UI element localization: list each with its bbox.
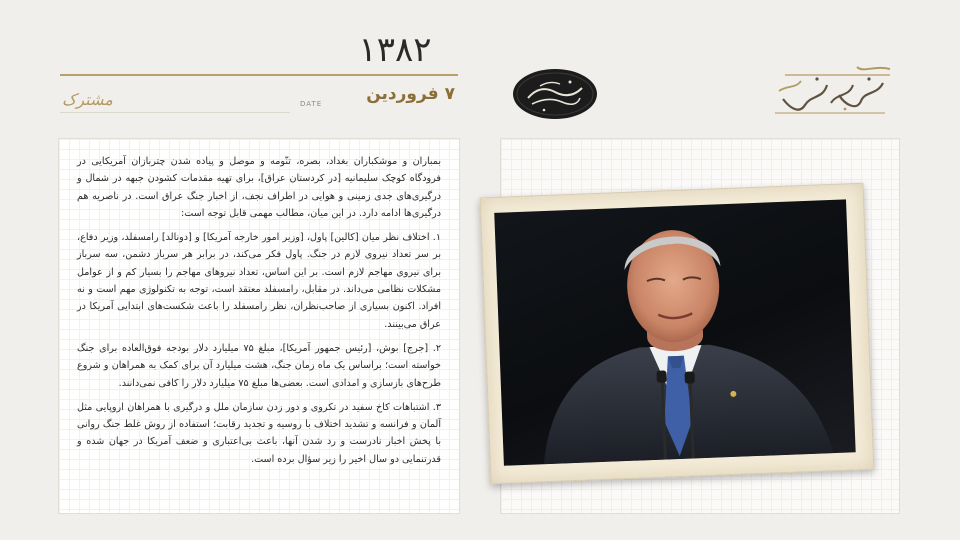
paragraph-1: ۱. اختلاف نظر میان [کالین] پاول، [وزیر امور خارجه آمریکا] و [دونالد] رامسفلد، وزیر دفاع، بر سر تعداد نیروی لازم در جنگ. پاول فکر می‌کند، در برابر هر سرباز دشمن، سه سرباز برای نیروی مهاجم لازم است. بر این اساس، تعداد نیروهای مهاجم را بسیار کم و از عوامل مشکلات نظامی می‌داند. در مقابل، رامسفلد معتقد است، توجه به تکنولوژی مهم است و نه افراد. اکنون بسیاری از صاحب‌نظران، نظر رامسفلد را باعث شکست‌های ابتدایی آمریکا در عراق می‌بینند.: [77, 232, 441, 330]
speaker-photo: [494, 199, 855, 465]
speaker-portrait-icon: [494, 199, 855, 465]
paragraph-2: ۲. [جرج] بوش، [رئیس جمهور آمریکا]، مبلغ ۷۵ میلیارد دلار بودجه فوق‌العاده برای جنگ خواسته است؛ براساس یک ماه زمان جنگ، هشت میلیارد آن برای کمک به همراهان و شروع طرح‌های بازسازی و امدادی است. بعضی‌ها مبلغ ۷۵ میلیارد دلار را کافی نمی‌دانند.: [77, 342, 441, 389]
notebook-badge-icon: [510, 66, 600, 122]
calendar-label: مشترک: [62, 90, 113, 109]
memoirs-logo-icon: [765, 55, 895, 125]
paragraph-3: ۳. اشتباهات کاخ سفید در تکروی و دور زدن سازمان ملل و درگیری با همراهان اروپایی مثل آلمان و فرانسه و تشدید اختلاف با روسیه و تجدید رقابت؛ استفاده از روش غلط جنگ روانی با پخش اخبار نادرست و رد شدن آنها، باعث بی‌اعتباری و ضعف آمریکا در جهان شده و قدرتنمایی دو سال اخیر را زیر سؤال برده است.: [77, 401, 441, 465]
header-divider: [60, 74, 458, 76]
year-heading: ۱۳۸۲: [358, 30, 432, 70]
page-header: [0, 0, 960, 130]
date-value: ۷ فروردین: [366, 84, 455, 104]
article-body: [77, 153, 441, 475]
date-underline: [60, 112, 290, 113]
paragraph-intro: بمباران و موشکباران بغداد، بصره، تنّومه و موصل و پیاده شدن چتربازان آمریکایی در فرودگاه کوچک سلیمانیه [در کردستان عراق]، برای تهیه مقدمات کشودن جبهه در شمال و درگیری‌های جدی زمینی و هوایی در اطراف نجف، از اخبار جنگ عراق است. در ناصریه هم درگیری‌ها ادامه دارد. در این میان، مطالب مهمی قابل توجه است:: [77, 156, 441, 219]
photo-frame: [480, 183, 875, 485]
date-label: DATE: [300, 100, 323, 108]
text-panel: [58, 138, 460, 514]
